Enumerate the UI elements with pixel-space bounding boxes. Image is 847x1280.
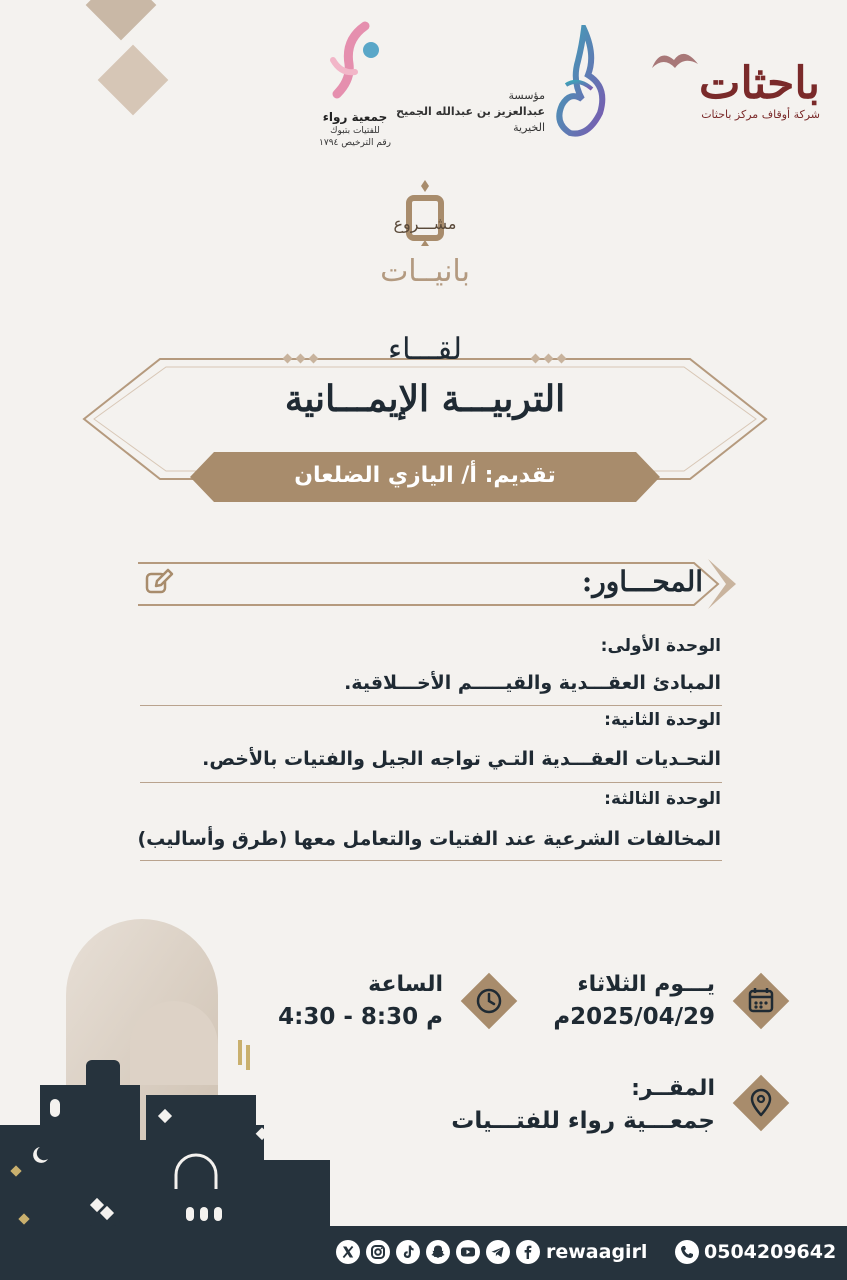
- x-twitter-icon[interactable]: [336, 1240, 360, 1264]
- venue-label: المقــر:: [631, 1076, 715, 1101]
- snapchat-icon[interactable]: [426, 1240, 450, 1264]
- instagram-icon[interactable]: [366, 1240, 390, 1264]
- venue-name: جمعـــية رواء للفتـــيات: [451, 1108, 715, 1134]
- bahathat-logo-text: باحثات: [699, 58, 820, 109]
- edit-icon: [144, 568, 174, 598]
- location-pin-icon: [730, 1072, 792, 1134]
- presenter-name: تقديم: أ/ اليازي الضلعان: [294, 463, 556, 488]
- facebook-icon[interactable]: [516, 1240, 540, 1264]
- decor-diamond-top: [86, 0, 157, 40]
- foundation-line3: الخيرية: [513, 121, 545, 134]
- footer-bar: [0, 1226, 847, 1280]
- telegram-icon[interactable]: [486, 1240, 510, 1264]
- calendar-icon: [730, 970, 792, 1032]
- unit-1-divider: [140, 705, 722, 706]
- rewaa-logo-line2: للفتيات بتبوك: [330, 126, 380, 136]
- rewaa-logo-line1: جمعية رواء: [322, 110, 388, 124]
- foundation-line2: عبدالعزيز بن عبدالله الجميح: [396, 105, 545, 118]
- foundation-calligraphy-mark: [548, 25, 620, 145]
- time-label: الساعة: [368, 972, 443, 997]
- unit-2-label: الوحدة الثانية:: [604, 710, 721, 730]
- footer-handle[interactable]: rewaagirl: [546, 1241, 648, 1263]
- unit-2-text: التحـديات العقـــدية التـي تواجه الجيل والفتيات بالأخص.: [202, 748, 721, 770]
- bahathat-logo: [640, 50, 820, 130]
- day-label: يـــوم الثلاثاء: [577, 972, 715, 997]
- clock-icon: [458, 970, 520, 1032]
- rewaa-logo-mark: [325, 20, 385, 106]
- foundation-logo: [396, 25, 625, 150]
- project-name: بانيــات: [380, 254, 470, 289]
- phone-icon: [675, 1240, 699, 1264]
- event-date: 2025/04/29م: [553, 1004, 715, 1030]
- bahathat-logo-subtitle: شركة أوقاف مركز باحثات: [701, 108, 820, 121]
- rewaa-logo-line3: رقم الترخيص ١٧٩٤: [319, 138, 391, 148]
- unit-1-label: الوحدة الأولى:: [600, 636, 721, 656]
- project-emblem-icon: [402, 178, 448, 248]
- decor-diamond-mid: [98, 45, 169, 116]
- foundation-line1: مؤسسة: [508, 89, 545, 102]
- axes-title: المحـــاور:: [581, 565, 703, 598]
- youtube-icon[interactable]: [456, 1240, 480, 1264]
- unit-3-label: الوحدة الثالثة:: [604, 789, 721, 809]
- unit-3-divider: [140, 860, 722, 861]
- building-illustration: [0, 915, 340, 1226]
- unit-2-divider: [140, 782, 722, 783]
- unit-3-text: المخالفات الشرعية عند الفتيات والتعامل معها (طرق وأساليب): [137, 828, 721, 850]
- project-logo: [340, 178, 510, 298]
- tiktok-icon[interactable]: [396, 1240, 420, 1264]
- event-time: 4:30 - 8:30 م: [278, 1004, 443, 1030]
- meeting-title: التربيـــة الإيمـــانية: [284, 378, 566, 420]
- footer-phone[interactable]: 0504209642: [704, 1241, 837, 1263]
- rewaa-logo: [305, 20, 405, 150]
- project-label: مشـــروع: [393, 214, 457, 233]
- unit-1-text: المبادئ العقـــدية والقيـــــم الأخـــلاقية.: [344, 672, 721, 694]
- meeting-word: لقـــاء: [388, 332, 462, 367]
